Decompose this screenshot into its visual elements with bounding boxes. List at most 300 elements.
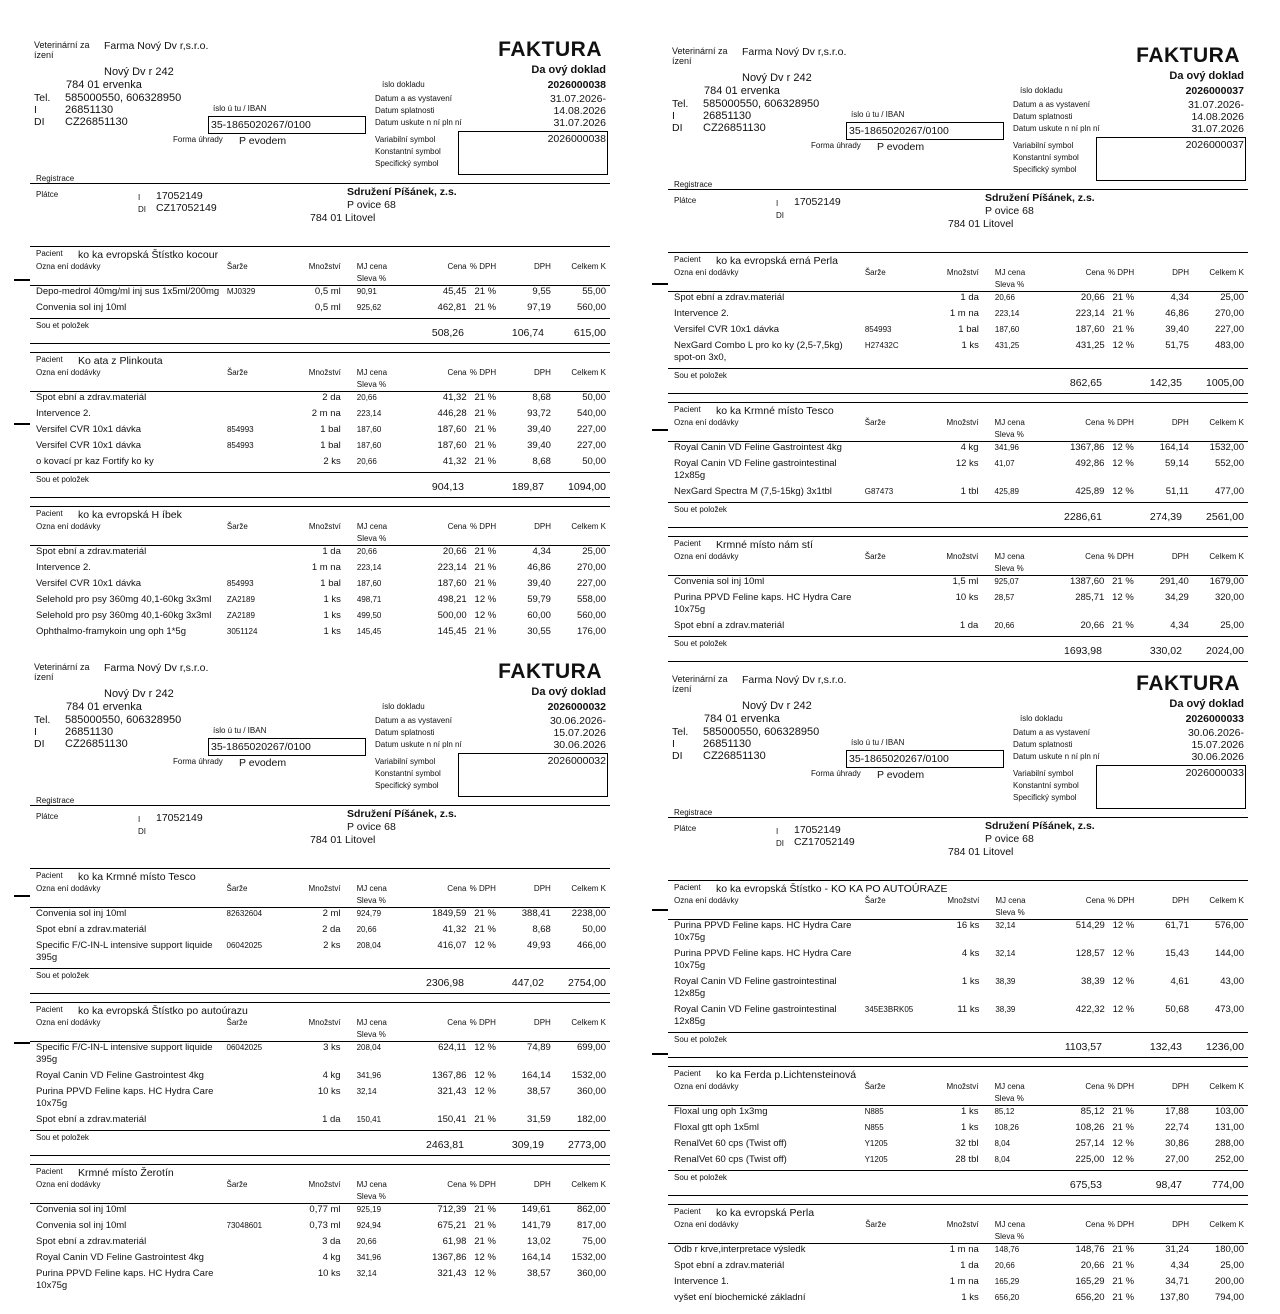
payer-label: Plátce	[674, 196, 697, 205]
cell-mj: 223,14	[356, 409, 382, 418]
column-header-row	[30, 1179, 610, 1204]
date-label: Datum uskute n ní pln ní	[375, 740, 462, 749]
table-row	[30, 440, 610, 456]
column-header-qty: Množství	[282, 1017, 347, 1042]
invoice	[30, 660, 610, 1291]
doc-number: 2026000033	[1185, 713, 1244, 725]
column-header-tot: Celkem K	[1189, 417, 1248, 442]
cell-dphv: 9,55	[532, 286, 551, 297]
date-label: Datum a as vystavení	[375, 716, 452, 725]
cell-batch: 345E3BRK05	[864, 1005, 914, 1014]
invoice-header	[668, 44, 1248, 189]
contact-values	[65, 92, 181, 128]
symbol-labels	[375, 134, 441, 170]
subtotal-total: 2773,00	[568, 1139, 606, 1151]
cell-cena: 514,29	[1075, 920, 1105, 931]
cell-qty: 1 bal	[958, 324, 979, 335]
doc-number: 2026000037	[1185, 85, 1244, 97]
cell-dph: 21 %	[474, 546, 497, 557]
column-header-row	[668, 1081, 1248, 1106]
payer-dic-label: DI	[138, 827, 146, 836]
payer-street: P ovice 68	[347, 199, 396, 211]
vet-label: Veterinární za ízení	[34, 40, 90, 60]
table-row	[668, 1292, 1248, 1308]
items-table	[668, 1081, 1248, 1170]
table-row	[668, 620, 1248, 636]
date-value: 30.06.2026-	[1187, 727, 1244, 739]
cell-tot: 227,00	[1214, 324, 1244, 335]
items-table	[30, 367, 610, 472]
payer-id-labels	[776, 198, 784, 222]
cell-name: Convenia sol inj 10ml	[36, 1220, 127, 1231]
cell-qty: 10 ks	[317, 1086, 341, 1097]
cell-mj: 85,12	[994, 1107, 1015, 1116]
column-header-qty: Množství	[919, 1081, 984, 1106]
subtotal-row	[30, 472, 610, 498]
column-header-qty: Množství	[920, 1219, 985, 1244]
date-label: Datum a as vystavení	[375, 94, 452, 103]
column-header-dphv: DPH	[1134, 1219, 1189, 1244]
cell-dphv: 291,40	[1159, 576, 1189, 587]
column-header-dphv: DPH	[496, 367, 551, 392]
doc-type: Da ový doklad	[1169, 698, 1244, 710]
cell-qty: 2 ks	[323, 940, 341, 951]
column-header-name: Ozna ení dodávky	[668, 267, 865, 292]
cell-tot: 576,00	[1214, 920, 1244, 931]
margin-mark	[14, 279, 30, 281]
table-row	[668, 1244, 1248, 1261]
column-header-batch: Šarže	[227, 1179, 282, 1204]
subtotal-total: 774,00	[1211, 1179, 1244, 1191]
cell-dph: 21 %	[474, 562, 497, 573]
cell-name: Spot ební a zdrav.materiál	[36, 1236, 147, 1247]
column-header-qty: Množství	[920, 267, 985, 292]
cell-cena: 41,32	[442, 924, 467, 935]
cell-dph: 21 %	[1112, 1122, 1134, 1133]
cell-tot: 320,00	[1214, 592, 1244, 603]
cell-batch	[227, 562, 282, 578]
table-row	[30, 1252, 610, 1268]
cell-dphv: 8,68	[532, 456, 551, 467]
cell-dph: 21 %	[474, 424, 497, 435]
table-row	[30, 924, 610, 940]
cell-qty: 1 da	[959, 620, 979, 631]
cell-mj: 32,14	[356, 1087, 377, 1096]
cell-name: Spot ební a zdrav.materiál	[674, 1260, 785, 1271]
payer-dic: CZ17052149	[794, 836, 855, 848]
table-row	[668, 1004, 1248, 1032]
cell-name: Floxal ung oph 1x3mg	[674, 1106, 768, 1117]
cell-batch: N885	[864, 1107, 884, 1116]
cell-dph: 12 %	[474, 1252, 496, 1263]
cell-name: Purina PPVD Feline kaps. HC Hydra Care 10x75g	[674, 948, 852, 971]
payer-dic: CZ17052149	[156, 202, 217, 214]
symbol-label: Konstantní symbol	[375, 769, 441, 778]
contact-labels	[672, 726, 688, 762]
cell-dph: 12 %	[1112, 1138, 1134, 1149]
cell-name: Royal Canin VD Feline gastrointestinal 12x85g	[674, 458, 837, 481]
subtotal-label: Sou et položek	[674, 1035, 727, 1044]
contact-labels	[672, 98, 688, 134]
cell-qty: 1 ks	[323, 610, 341, 621]
cell-dph: 12 %	[1112, 920, 1135, 931]
patient-header	[30, 247, 610, 261]
cell-batch	[227, 1268, 282, 1296]
cell-mj: 925,07	[994, 577, 1019, 586]
patient-section	[668, 402, 1248, 528]
cell-dph: 21 %	[1112, 1260, 1135, 1271]
margin-mark	[14, 895, 30, 897]
cell-batch: 854993	[226, 579, 254, 588]
symbol-label: Konstantní symbol	[1013, 153, 1079, 162]
account-field: 35-1865020267/0100	[846, 122, 1004, 140]
column-header-dph: % DPH	[467, 521, 497, 546]
cell-dph: 21 %	[474, 908, 496, 919]
table-row	[30, 610, 610, 626]
doc-number-label: íslo dokladu	[382, 702, 425, 711]
column-header-mj: MJ cena Sleva %	[347, 883, 408, 908]
invoice-header	[30, 660, 610, 805]
symbol-label: Konstantní symbol	[375, 147, 441, 156]
cell-mj: 20,66	[356, 547, 377, 556]
cell-qty: 4 kg	[960, 442, 979, 453]
patient-name: ko ka evropská Štístko kocour	[78, 249, 219, 261]
contact-label: DI	[672, 750, 683, 762]
cell-dphv: 149,61	[521, 1204, 551, 1215]
cell-mj: 341,96	[356, 1253, 382, 1262]
column-header-dph: % DPH	[1105, 267, 1135, 292]
contact-label: DI	[34, 738, 45, 750]
date-labels	[375, 93, 462, 129]
symbol-labels	[1013, 140, 1079, 176]
column-header-dphv: DPH	[1134, 551, 1189, 576]
cell-cena: 431,25	[1075, 340, 1105, 351]
cell-dph: 12 %	[1112, 1154, 1134, 1165]
column-header-cena: Cena	[408, 261, 467, 286]
cell-qty: 1 bal	[320, 440, 341, 451]
cell-name: Convenia sol inj 10ml	[36, 908, 127, 919]
subtotal-vat: 189,87	[511, 481, 544, 493]
cell-dph: 21 %	[1112, 292, 1135, 303]
column-header-cena: Cena	[1046, 1081, 1105, 1106]
cell-dphv: 51,75	[1165, 340, 1189, 351]
cell-dphv: 388,41	[521, 908, 551, 919]
subtotal-price: 862,65	[1069, 377, 1102, 389]
cell-batch	[865, 1292, 920, 1308]
column-header-cena: Cena	[407, 1017, 466, 1042]
column-header-cena: Cena	[1046, 1219, 1105, 1244]
payer-city: 784 01 Litovel	[310, 212, 376, 224]
cell-dphv: 34,71	[1165, 1276, 1189, 1287]
cell-cena: 128,57	[1075, 948, 1105, 959]
subtotal-row	[668, 636, 1248, 662]
cell-dphv: 93,72	[527, 408, 551, 419]
column-header-name: Ozna ení dodávky	[668, 551, 865, 576]
subtotal-label: Sou et položek	[36, 321, 89, 330]
cell-mj: 425,89	[994, 487, 1019, 496]
firm-street: Nový Dv r 242	[742, 700, 812, 712]
cell-qty: 1 ks	[961, 340, 979, 351]
cell-qty: 4 ks	[961, 948, 980, 959]
doc-type: Da ový doklad	[1169, 70, 1244, 82]
cell-dphv: 4,61	[1170, 976, 1189, 987]
column-header-batch: Šarže	[227, 883, 282, 908]
contact-label: I	[34, 104, 37, 116]
cell-tot: 25,00	[1220, 292, 1244, 303]
cell-mj: 187,60	[356, 441, 382, 450]
date-value: 30.06.2026-	[549, 715, 606, 727]
cell-dph: 21 %	[474, 408, 497, 419]
payer-name: Sdružení Píšánek, z.s.	[985, 192, 1095, 204]
table-row	[668, 976, 1248, 1004]
items-table	[668, 267, 1248, 368]
cell-cena: 41,32	[442, 392, 467, 403]
contact-values	[65, 714, 181, 750]
cell-batch	[227, 1236, 282, 1252]
patient-header	[668, 253, 1248, 267]
column-header-tot: Celkem K	[1189, 1219, 1248, 1244]
margin-mark	[652, 283, 668, 285]
cell-dphv: 4,34	[1170, 620, 1189, 631]
cell-name: RenalVet 60 cps (Twist off)	[674, 1154, 787, 1165]
subtotal-vat: 309,19	[511, 1139, 544, 1151]
patient-header	[30, 507, 610, 521]
registration-label: Registrace	[674, 180, 713, 189]
cell-qty: 28 tbl	[955, 1154, 979, 1165]
cell-tot: 466,00	[576, 940, 606, 951]
cell-tot: 862,00	[576, 1204, 606, 1215]
cell-tot: 477,00	[1214, 486, 1244, 497]
cell-name: Versifel CVR 10x1 dávka	[36, 578, 142, 589]
cell-tot: 288,00	[1214, 1138, 1244, 1149]
table-row	[668, 1138, 1248, 1154]
cell-name: NexGard Spectra M (7,5-15kg) 3x1tbl	[674, 486, 832, 497]
column-header-mj: MJ cena Sleva %	[985, 417, 1046, 442]
symbol-labels	[1013, 768, 1079, 804]
cell-name: Purina PPVD Feline kaps. HC Hydra Care 10x75g	[674, 592, 852, 615]
doc-type: Da ový doklad	[531, 686, 606, 698]
invoice-title: FAKTURA	[498, 660, 602, 683]
cell-batch	[865, 458, 920, 486]
cell-dph: 21 %	[474, 626, 497, 637]
table-row	[30, 424, 610, 440]
cell-cena: 20,66	[1080, 620, 1105, 631]
table-row	[30, 546, 610, 563]
firm-name: Farma Nový Dv r,s.r.o.	[742, 674, 847, 686]
items-table	[30, 261, 610, 318]
payer-id-values	[156, 812, 203, 824]
margin-mark	[14, 423, 30, 425]
contact-values	[703, 98, 819, 134]
cell-tot: 25,00	[1220, 1260, 1244, 1271]
contact-values	[703, 726, 819, 762]
payer-id-values	[794, 824, 855, 848]
cell-cena: 145,45	[437, 626, 467, 637]
vet-label: Veterinární za ízení	[672, 46, 728, 66]
cell-dphv: 49,93	[527, 940, 551, 951]
cell-dph: 12 %	[474, 1070, 496, 1081]
cell-batch: ZA2189	[226, 611, 255, 620]
cell-cena: 41,32	[442, 456, 467, 467]
patient-label: Pacient	[674, 405, 701, 414]
cell-mj: 145,45	[356, 627, 382, 636]
patient-label: Pacient	[36, 509, 63, 518]
cell-dph: 12 %	[1112, 458, 1134, 469]
column-header-cena: Cena	[407, 1179, 466, 1204]
column-header-batch: Šarže	[227, 261, 282, 286]
cell-dph: 12 %	[474, 1042, 496, 1053]
payer-ic-label: I	[776, 827, 779, 836]
patient-section	[30, 352, 610, 498]
payer-ic: 17052149	[794, 824, 841, 836]
doc-number-label: íslo dokladu	[382, 80, 425, 89]
subtotal-total: 2561,00	[1206, 511, 1244, 523]
contact-label: Tel.	[34, 92, 51, 104]
payer-ic-label: I	[776, 199, 779, 208]
contact-value: CZ26851130	[65, 116, 128, 128]
cell-batch	[865, 576, 920, 593]
cell-mj: 656,20	[994, 1293, 1020, 1302]
subtotal-total: 2024,00	[1206, 645, 1244, 657]
date-values	[1188, 99, 1244, 135]
cell-qty: 10 ks	[955, 592, 979, 603]
cell-qty: 1 ks	[323, 594, 341, 605]
cell-mj: 20,66	[994, 293, 1015, 302]
cell-dph: 12 %	[1112, 340, 1135, 351]
patient-name: ko ka evropská Štístko - KO KA PO AUTOÚRAZE	[716, 883, 948, 895]
subtotal-price: 675,53	[1069, 1179, 1102, 1191]
account-field: 35-1865020267/0100	[208, 116, 366, 134]
column-header-cena: Cena	[408, 367, 467, 392]
symbol-label: Specifický symbol	[375, 781, 439, 790]
cell-qty: 1 tbl	[960, 486, 979, 497]
cell-name: NexGard Combo L pro ko ky (2,5-7,5kg) spot-on 3x0,	[674, 340, 843, 363]
column-header-tot: Celkem K	[551, 1179, 610, 1204]
cell-dph: 21 %	[474, 440, 497, 451]
items-table	[30, 521, 610, 642]
cell-name: Ophthalmo-framykoin ung oph 1*5g	[36, 626, 186, 637]
column-header-row	[668, 551, 1248, 576]
cell-cena: 148,76	[1075, 1244, 1105, 1255]
cell-name: Royal Canin VD Feline Gastrointest 4kg	[36, 1070, 204, 1081]
patient-label: Pacient	[36, 249, 63, 258]
cell-cena: 321,43	[437, 1268, 467, 1279]
payer-dic-label: DI	[138, 205, 146, 214]
date-label: Datum splatnosti	[375, 728, 435, 737]
contact-value: 585000550, 606328950	[65, 92, 182, 104]
patient-name: ko ka Krmné místo Tesco	[78, 871, 196, 883]
cell-mj: 32,14	[995, 949, 1016, 958]
patient-name: ko ka evropská erná Perla	[716, 255, 838, 267]
patient-section	[30, 1164, 610, 1296]
cell-tot: 270,00	[1214, 308, 1244, 319]
column-header-name: Ozna ení dodávky	[30, 1179, 227, 1204]
cell-tot: 794,00	[1214, 1292, 1244, 1303]
cell-dphv: 34,29	[1164, 592, 1189, 603]
contact-label: I	[672, 738, 675, 750]
cell-cena: 1367,86	[432, 1070, 467, 1081]
patient-section	[668, 1204, 1248, 1308]
cell-cena: 425,89	[1075, 486, 1105, 497]
patient-label: Pacient	[674, 255, 701, 264]
registration-label: Registrace	[36, 174, 75, 183]
cell-batch: ZA2189	[226, 595, 255, 604]
contact-labels	[34, 92, 50, 128]
cell-batch	[865, 292, 920, 309]
contact-value: CZ26851130	[703, 122, 766, 134]
cell-dphv: 46,86	[1165, 308, 1189, 319]
cell-dph: 21 %	[474, 456, 497, 467]
payer-name: Sdružení Píšánek, z.s.	[347, 186, 457, 198]
cell-dphv: 164,14	[1159, 442, 1189, 453]
contact-labels	[34, 714, 50, 750]
cell-dph: 21 %	[474, 924, 496, 935]
column-header-row	[668, 417, 1248, 442]
patient-name: ko ka evropská Štístko po autoúrazu	[78, 1005, 248, 1017]
table-row	[30, 578, 610, 594]
column-header-batch: Šarže	[227, 1017, 282, 1042]
patient-label: Pacient	[36, 355, 63, 364]
cell-tot: 1532,00	[1209, 442, 1244, 453]
patient-label: Pacient	[36, 1167, 63, 1176]
column-header-row	[30, 883, 610, 908]
cell-batch	[227, 392, 282, 409]
payer-label: Plátce	[674, 824, 697, 833]
cell-cena: 675,21	[437, 1220, 467, 1231]
column-header-name: Ozna ení dodávky	[30, 261, 227, 286]
items-table	[30, 1017, 610, 1130]
table-row	[668, 308, 1248, 324]
date-value: 14.08.2026	[1191, 111, 1244, 123]
invoice-header	[30, 38, 610, 183]
table-row	[30, 594, 610, 610]
table-row	[668, 1106, 1248, 1123]
payment-form: P evodem	[239, 135, 287, 147]
cell-name: Intervence 1.	[674, 1276, 729, 1287]
payer-city: 784 01 Litovel	[948, 218, 1014, 230]
cell-dph: 21 %	[474, 1236, 496, 1247]
cell-mj: 20,66	[356, 457, 377, 466]
payment-form: P evodem	[877, 769, 925, 781]
symbol-label: Variabilní symbol	[375, 757, 436, 766]
column-header-cena: Cena	[407, 883, 466, 908]
patient-label: Pacient	[674, 1207, 701, 1216]
payer-dic-label: DI	[776, 211, 784, 220]
cell-batch	[865, 976, 921, 1004]
cell-mj: 20,66	[994, 621, 1015, 630]
column-header-name: Ozna ení dodávky	[30, 1017, 227, 1042]
cell-tot: 1532,00	[571, 1070, 606, 1081]
date-label: Datum uskute n ní pln ní	[1013, 124, 1100, 133]
cell-dph: 12 %	[474, 610, 497, 621]
cell-name: Specific F/C-IN-L intensive support liquide 395g	[36, 1042, 213, 1065]
patient-section	[30, 246, 610, 344]
cell-dph: 12 %	[1112, 592, 1134, 603]
column-header-dphv: DPH	[1134, 1081, 1189, 1106]
patient-section	[30, 1002, 610, 1156]
payment-form: P evodem	[239, 757, 287, 769]
date-value: 15.07.2026	[1191, 739, 1244, 751]
cell-name: Spot ební a zdrav.materiál	[36, 392, 147, 403]
cell-mj: 341,96	[356, 1071, 382, 1080]
patient-header	[668, 1067, 1248, 1081]
cell-dph: 12 %	[1112, 948, 1135, 959]
subtotal-price: 1103,57	[1064, 1041, 1102, 1053]
subtotal-label: Sou et položek	[674, 505, 727, 514]
account-label: íslo ú tu / IBAN	[851, 738, 905, 747]
cell-dphv: 4,34	[1170, 1260, 1189, 1271]
column-header-mj: MJ cena Sleva %	[347, 261, 408, 286]
